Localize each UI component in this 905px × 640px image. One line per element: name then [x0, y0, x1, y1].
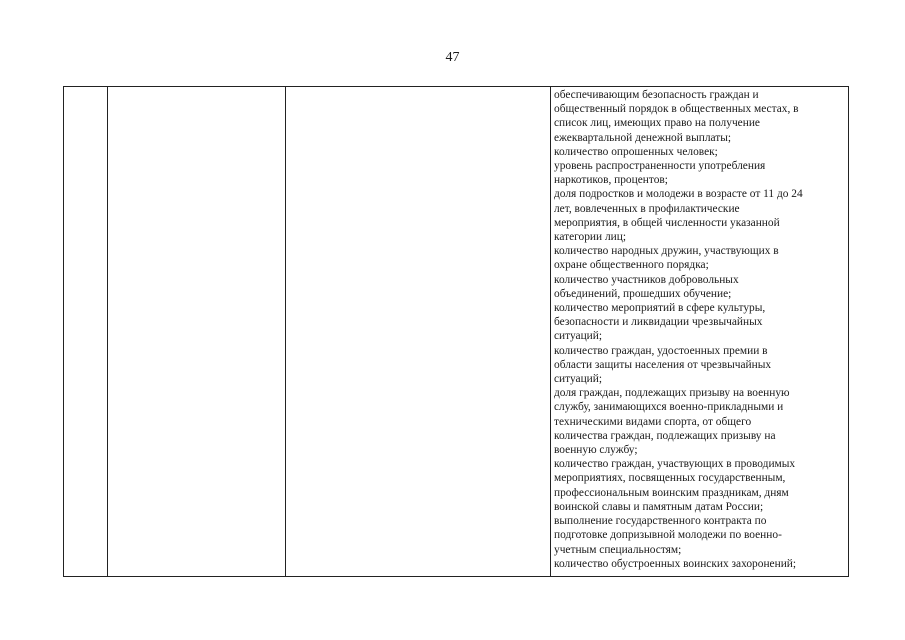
indicator-entry: доля подростков и молодежи в возрасте от 11 до 24 лет, вовлеченных в профилактические мероприятия, в общей численности указанной категории лиц;	[554, 188, 803, 244]
indicators-cell	[554, 88, 847, 571]
indicator-entry: количество граждан, участвующих в проводимых мероприятиях, посвященных государственным, профессиональным воинским праздникам, дням воинской славы и памятным датам России;	[554, 458, 796, 513]
indicator-entry: количество народных дружин, участвующих в охране общественного порядка;	[554, 245, 779, 272]
table-column-divider	[550, 87, 551, 576]
indicator-entry: количество граждан, удостоенных премии в области защиты населения от чрезвычайных ситуаций;	[554, 344, 772, 386]
indicator-entry: доля граждан, подлежащих призыву на военную службу, занимающихся военно-прикладными и техническими видами спорта, от общего количества граждан, подлежащих призыву на военную службу;	[554, 387, 790, 457]
indicator-entry: обеспечивающим безопасность граждан и общественный порядок в общественных местах, в список лиц, имеющих право на получение ежеквартальной денежной выплаты;	[554, 89, 799, 144]
table-column-divider	[107, 87, 108, 576]
page-number: 47	[445, 50, 460, 65]
table-column-divider	[285, 87, 286, 576]
indicator-entry: уровень распространенности употребления наркотиков, процентов;	[554, 160, 766, 187]
indicator-entry: количество участников добровольных объединений, прошедших обучение;	[554, 273, 739, 300]
indicator-entry: выполнение государственного контракта по подготовке допризывной молодежи по военно- учетным специальностям;	[554, 515, 782, 556]
indicator-entry: количество мероприятий в сфере культуры, безопасности и ликвидации чрезвычайных ситуаций;	[554, 302, 766, 343]
indicator-entry: количество опрошенных человек;	[554, 145, 718, 158]
document-table	[63, 86, 849, 577]
indicator-entry: количество обустроенных воинских захоронений;	[554, 557, 797, 570]
